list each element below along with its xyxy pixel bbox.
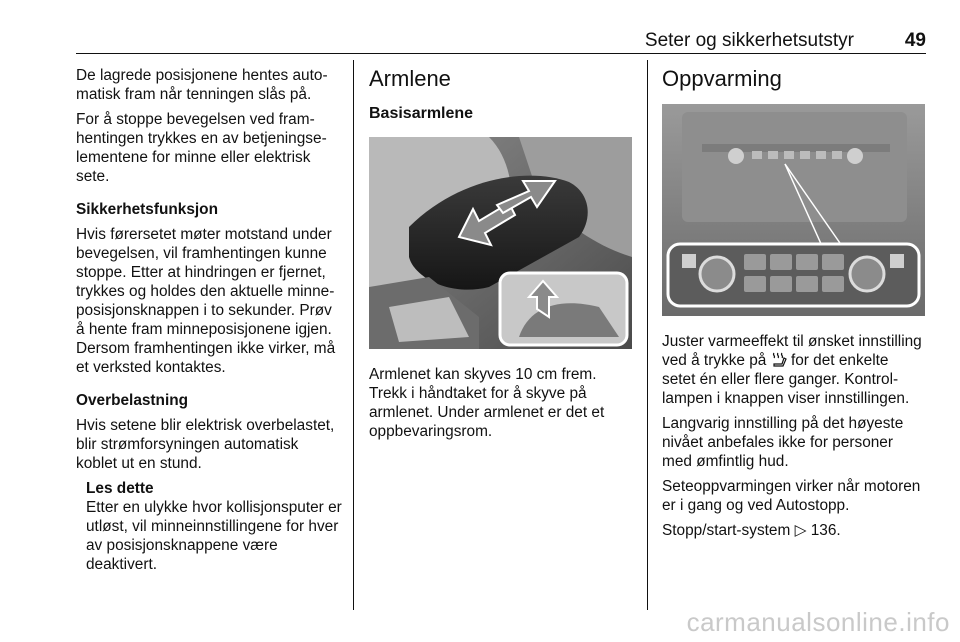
stop-start-page-ref[interactable]: 136. — [810, 522, 841, 539]
note-box — [86, 479, 342, 574]
heating-instructions-part2: for det enkelte setet én eller flere ganger. Kontrollampen i knappen viser innstillingen. — [662, 352, 910, 407]
page-ref-arrow-icon: ▷ — [794, 522, 807, 539]
stop-start-link[interactable]: Stopp/start-system — [662, 522, 791, 539]
heating-instructions — [662, 332, 926, 408]
armrest-subtitle: Basisarmlene — [369, 105, 474, 122]
heating-autostop: Seteoppvarmingen virker når motoren er i gang og ved Autostopp. — [662, 478, 921, 514]
note-heading: Les dette — [86, 480, 154, 497]
note-text: Etter en ulykke hvor kollisjonsputer er utløst, vil minneinnstillingene for hver av posisjonsknappene være deaktivert. — [86, 499, 342, 573]
armrest-illustration — [369, 137, 632, 349]
armrest-title: Armlene — [369, 66, 451, 91]
heating-instructions-part1: Juster varmeeffekt til ønsket innstilling ved å trykke på — [662, 333, 922, 369]
paragraph-stop: For å stoppe bevegelsen ved framhentingen trykkes en av betjeningselementene for minne eller elektrisk sete. — [76, 111, 327, 185]
paragraph-overload: Hvis setene blir elektrisk overbelastet, blir strømforsyningen automatisk koblet ut en stund. — [76, 417, 335, 472]
climate-panel-illustration — [662, 104, 925, 316]
paragraph-safety: Hvis førersetet møter motstand under bevegelsen, vil framhentingen kunne stoppe. Etter at hindringen er fjernet, trykkes og holdes den aktuelle minneposisjonsknappen i to sekunder. Prøv å hente fram minneposisjonene igjen. Dersom framhentingen ikke virker, må et verksted kontaktes. — [76, 226, 336, 376]
heating-warning: Langvarig innstilling på det høyeste nivået anbefales ikke for personer med ømfintlig hud. — [662, 415, 904, 470]
page-header — [76, 30, 926, 52]
column-divider-2 — [647, 60, 648, 610]
watermark: carmanualsonline.info — [686, 607, 950, 637]
paragraph-recall: De lagrede posisjonene hentes automatisk fram når tenningen slås på. — [76, 67, 328, 103]
heading-safety: Sikkerhetsfunksjon — [76, 201, 218, 218]
seat-heating-icon — [771, 352, 787, 367]
column-divider-1 — [353, 60, 354, 610]
column-2 — [369, 66, 634, 447]
header-rule — [76, 53, 926, 54]
stop-start-reference — [662, 521, 926, 540]
armrest-text: Armlenet kan skyves 10 cm frem. Trekk i håndtaket for å skyve på armlenet. Under armlenet er det et oppbevaringsrom. — [369, 366, 605, 440]
section-title: Seter og sikkerhetsutstyr — [644, 30, 854, 51]
heating-title: Oppvarming — [662, 66, 782, 91]
column-1 — [76, 66, 342, 574]
page-number: 49 — [904, 30, 926, 51]
column-3 — [662, 66, 926, 546]
heading-overload: Overbelastning — [76, 392, 189, 409]
